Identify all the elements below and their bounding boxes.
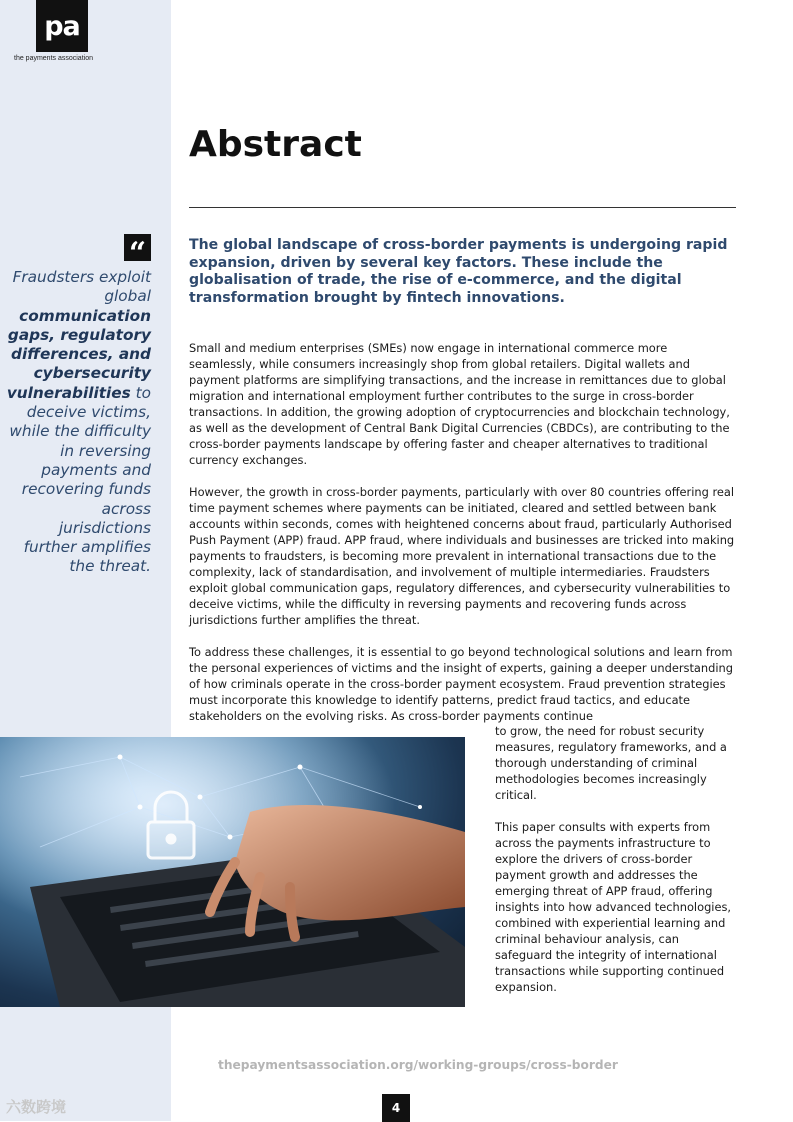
paragraph-3-continued: to grow, the need for robust security measures, regulatory frameworks, and a thorough understanding of criminal methodologies becomes increasingly critical. <box>495 724 727 802</box>
quote-bold: communication gaps, regulatory differences, and cybersecurity vulnerabilities <box>6 306 151 402</box>
quote-part1: Fraudsters exploit global <box>12 268 151 306</box>
lead-paragraph: The global landscape of cross-border payments is undergoing rapid expansion, driven by several key factors. These include the globalisation of trade, the rise of e-commerce, and the digital transformation brought by fintech innovations. <box>189 237 728 307</box>
pull-quote <box>6 268 151 577</box>
laptop-security-photo <box>0 737 465 1007</box>
paragraph-2: However, the growth in cross-border payments, particularly with over 80 countries offering real time payment schemes where payments can be initiated, cleared and settled between bank accounts within seconds, comes with heightened concerns about fraud, particularly Authorised Push Payment (APP) fraud. APP fraud, where individuals and businesses are tricked into making payments to fraudsters, is becoming more prevalent in international transactions due to the complexity, lack of standardisation, and involvement of multiple intermediaries. Fraudsters exploit global communication gaps, regulatory differences, and cybersecurity vulnerabilities to deceive victims, while the difficulty in reversing payments and recovering funds across jurisdictions further amplifies the threat. <box>189 485 735 627</box>
page-number: 4 <box>382 1094 410 1122</box>
logo-caption: the payments association <box>14 55 93 62</box>
quote-part2: to deceive victims, while the difficulty in reversing payments and recovering funds across jurisdictions further amplifies the threat. <box>9 383 151 576</box>
logo-text: pa <box>44 10 80 42</box>
watermark: 六数跨境 <box>6 1098 67 1116</box>
title-divider <box>189 207 736 208</box>
footer-url[interactable]: thepaymentsassociation.org/working-groups/cross-border <box>218 1058 618 1072</box>
pa-logo <box>36 0 88 52</box>
page-title: Abstract <box>189 124 362 165</box>
photo-illustration <box>0 737 465 1007</box>
paragraph-3: To address these challenges, it is essential to go beyond technological solutions and learn from the personal experiences of victims and the insight of experts, gaining a deeper understanding of how criminals operate in the cross-border payment ecosystem. Fraud prevention strategies must incorporate this knowledge to identify patterns, predict fraud tactics, and educate stakeholders on the evolving risks. As cross-border payments continue <box>189 645 733 723</box>
paragraph-4: This paper consults with experts from across the payments infrastructure to explore the drivers of cross-border payment growth and addresses the emerging threat of APP fraud, offering insights into how advanced technologies, combined with experiential learning and criminal behaviour analysis, can safeguard the integrity of international transactions while supporting continued expansion. <box>495 820 732 994</box>
quote-mark-icon: “ <box>124 234 151 261</box>
paragraph-1: Small and medium enterprises (SMEs) now engage in international commerce more seamlessly, while consumers increasingly shop from global retailers. Digital wallets and payment platforms are simplifying transactions, and the increase in remittances due to global migration and international employment further contributes to the surge in cross-border transactions. In addition, the growing adoption of cryptocurrencies and blockchain technology, as well as the development of Central Bank Digital Currencies (CBDCs), are contributing to the cross-border payments landscape by offering faster and cheaper alternatives to traditional currency exchanges. <box>189 341 730 467</box>
